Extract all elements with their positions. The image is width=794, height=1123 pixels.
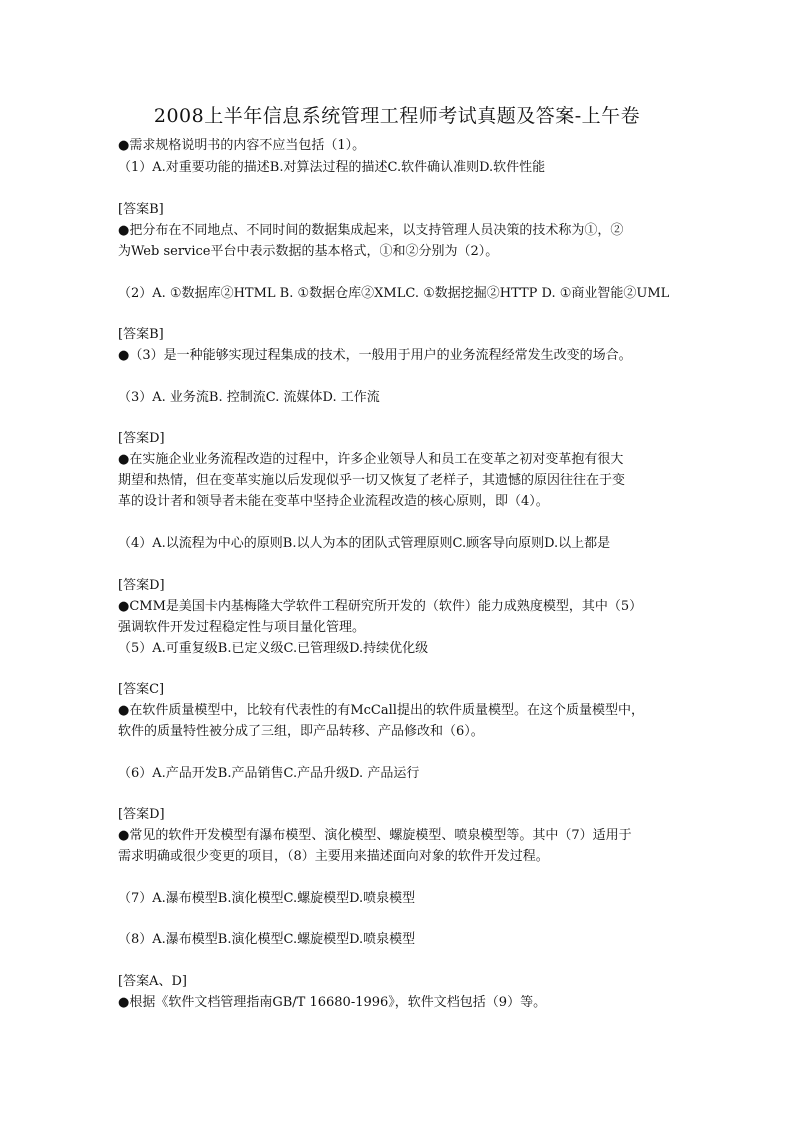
question-1-stem: ●需求规格说明书的内容不应当包括（1）。 xyxy=(118,138,366,153)
question-8-options: （8）A.瀑布模型B.演化模型C.螺旋模型D.喷泉模型 xyxy=(118,932,416,947)
question-6-stem-line-2: 软件的质量特性被分成了三组，即产品转移、产品修改和（6）。 xyxy=(118,724,484,739)
question-2-stem-line-1: ●把分布在不同地点、不同时间的数据集成起来，以支持管理人员决策的技术称为①，② xyxy=(118,223,624,238)
question-7-8-stem-line-1: ●常见的软件开发模型有瀑布模型、演化模型、螺旋模型、喷泉模型等。其中（7）适用于 xyxy=(118,828,632,843)
page-title: 2008上半年信息系统管理工程师考试真题及答案-上午卷 xyxy=(153,105,641,127)
question-9-stem: ●根据《软件文档管理指南GB/T 16680-1996》，软件文档包括（9）等。 xyxy=(118,995,547,1010)
answer-2: [答案B] xyxy=(118,327,164,342)
question-1-options: （1）A.对重要功能的描述B.对算法过程的描述C.软件确认准则D.软件性能 xyxy=(118,160,546,175)
question-2-stem-line-2: 为Web service平台中表示数据的基本格式，①和②分别为（2）。 xyxy=(118,244,499,259)
answer-3: [答案D] xyxy=(118,431,165,446)
answer-4: [答案D] xyxy=(118,578,165,593)
answer-5: [答案C] xyxy=(118,682,165,697)
answer-6: [答案D] xyxy=(118,807,165,822)
answer-1: [答案B] xyxy=(118,202,164,217)
question-7-options: （7）A.瀑布模型B.演化模型C.螺旋模型D.喷泉模型 xyxy=(118,891,416,906)
question-4-options: （4）A.以流程为中心的原则B.以人为本的团队式管理原则C.顾客导向原则D.以上都是 xyxy=(118,536,611,551)
question-6-options: （6）A.产品开发B.产品销售C.产品升级D. 产品运行 xyxy=(118,766,420,781)
question-2-options: （2）A. ①数据库②HTML B. ①数据仓库②XMLC. ①数据挖掘②HTTP D. ①商业智能②UML xyxy=(118,286,670,301)
question-4-stem-line-2: 期望和热情，但在变革实施以后发现似乎一切又恢复了老样子，其遗憾的原因往往在于变 xyxy=(118,473,626,488)
question-3-stem: ●（3）是一种能够实现过程集成的技术，一般用于用户的业务流程经常发生改变的场合。 xyxy=(118,348,632,363)
question-5-stem-line-2: 强调软件开发过程稳定性与项目量化管理。 xyxy=(118,620,366,635)
question-4-stem-line-1: ●在实施企业业务流程改造的过程中，许多企业领导人和员工在变革之初对变革抱有很大 xyxy=(118,452,624,467)
question-5-options: （5）A.可重复级B.已定义级C.已管理级D.持续优化级 xyxy=(118,641,429,656)
question-5-stem-line-1: ●CMM是美国卡内基梅隆大学软件工程研究所开发的（软件）能力成熟度模型，其中（5） xyxy=(118,599,643,614)
question-3-options: （3）A. 业务流B. 控制流C. 流媒体D. 工作流 xyxy=(118,390,380,405)
question-7-8-stem-line-2: 需求明确或很少变更的项目，（8）主要用来描述面向对象的软件开发过程。 xyxy=(118,849,549,864)
answer-7-8: [答案A、D] xyxy=(118,974,187,989)
question-6-stem-line-1: ●在软件质量模型中，比较有代表性的有McCall提出的软件质量模型。在这个质量模型中， xyxy=(118,703,644,718)
question-4-stem-line-3: 革的设计者和领导者未能在变革中坚持企业流程改造的核心原则，即（4）。 xyxy=(118,494,549,509)
